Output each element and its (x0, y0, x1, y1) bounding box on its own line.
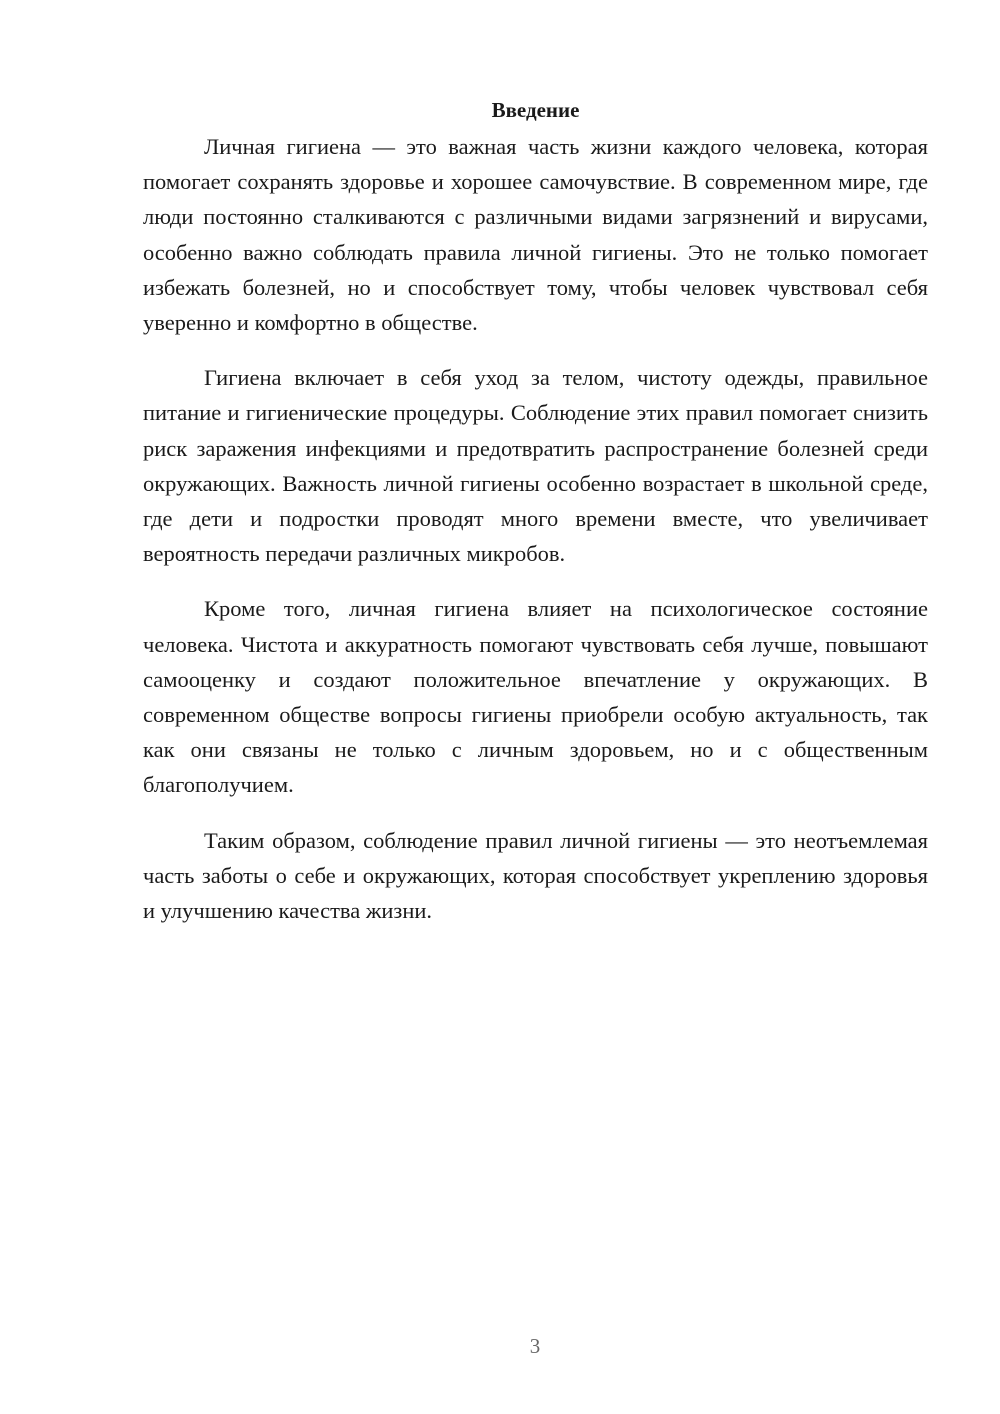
paragraph-4: Таким образом, соблюдение правил личной гигиены — это неотъемлемая часть заботы о себе и окружающих, которая способствует укреплению здоровья и улучшению качества жизни. (143, 827, 928, 924)
page-number: 3 (529, 1334, 541, 1358)
section-heading: Введение (491, 98, 580, 122)
paragraph-3: Кроме того, личная гигиена влияет на психологическое состояние человека. Чистота и аккуратность помогают чувствовать себя лучше, повышают самооценку и создают положительное впечатление у окружающих. В современном обществе вопросы гигиены приобрели особую актуальность, так как они связаны не только с личным здоровьем, но и с общественным благополучием. (143, 596, 928, 798)
document-body (143, 95, 928, 948)
paragraph-2: Гигиена включает в себя уход за телом, чистоту одежды, правильное питание и гигиенические процедуры. Соблюдение этих правил помогает снизить риск заражения инфекциями и предотвратить распространение болезней среди окружающих. Важность личной гигиены особенно возрастает в школьной среде, где дети и подростки проводят много времени вместе, что увеличивает вероятность передачи различных микробов. (143, 365, 928, 567)
paragraph-1: Личная гигиена — это важная часть жизни каждого человека, которая помогает сохранять здоровье и хорошее самочувствие. В современном мире, где люди постоянно сталкиваются с различными видами загрязнений и вирусами, особенно важно соблюдать правила личной гигиены. Это не только помогает избежать болезней, но и способствует тому, чтобы человек чувствовал себя уверенно и комфортно в обществе. (143, 134, 928, 336)
